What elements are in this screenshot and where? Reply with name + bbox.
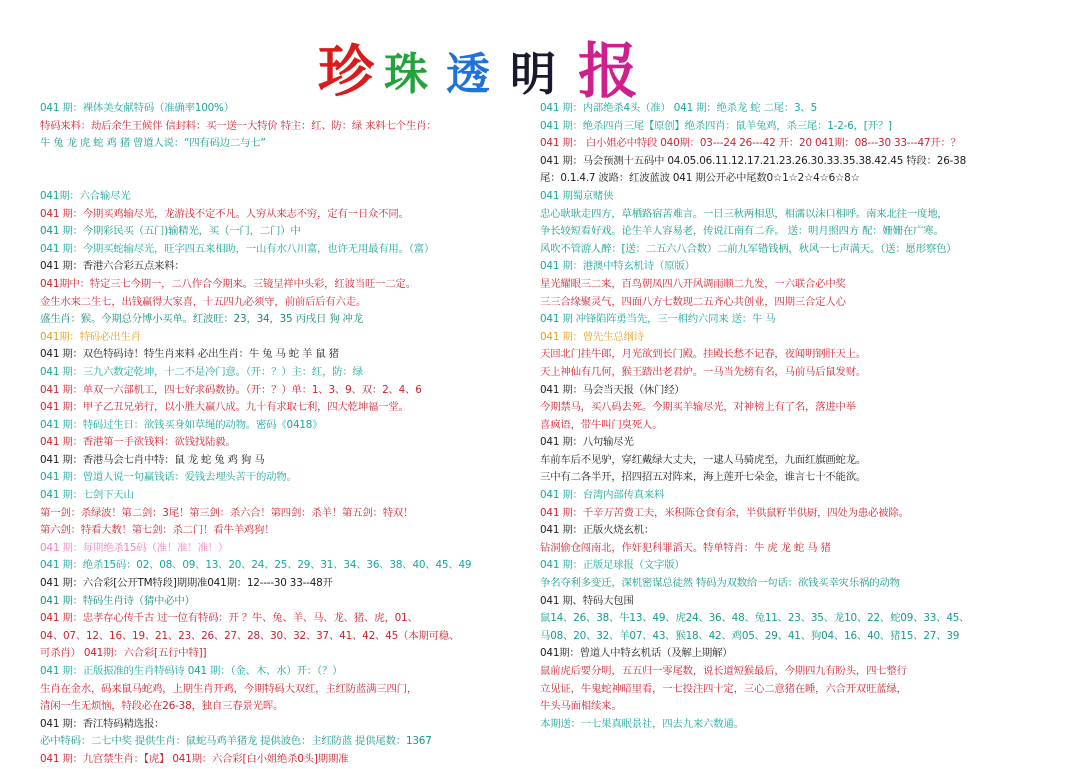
right-text-line: 三中有二各半开，招四招五对阵来，海上莲开七朵金，谁言七十不能欲。 (540, 471, 867, 484)
right-text-line: 忠心耿耿走四方，草栖路宿苦难言。一日三秋两相思，相濡以沫口相呼。南来北往一度地， (540, 207, 948, 220)
left-text-line: 可杀肖） 041期：六合彩[五行中特]] (40, 647, 207, 660)
left-text-line: 特码来料：劫后余生王候伴 信封料：买一送一大特价 特主：红、防：绿 来料七个生肖： (40, 119, 437, 132)
title-char-3: 透 (446, 49, 490, 100)
right-text-line: 041 期、特码大包围 (540, 594, 634, 607)
right-text-line: 争长较短看好戏。论生羊人容易老，传说江南有二乔。 送：明月照四方 配：姗姗在广寒。 (540, 225, 944, 238)
left-text-line: 第一剑：杀绿波！第二剑：3尾！第三剑：杀六合！第四剑：杀羊！第五剑：特双！ (40, 506, 414, 519)
left-text-line: 第六剑：特看大数！第七剑：杀二门！看牛羊鸡狗！ (40, 524, 275, 537)
left-text-line: 041 期：绝杀15码：02、08、09、13、20、24、25、29、31、34、36、38、40、45、49 (40, 559, 472, 572)
left-text-line: 041期：特码必出生肖 (40, 330, 141, 343)
left-text-line: 041 期：曾道人说一句赢钱话：爱钱去埋头苦干的动物。 (40, 471, 297, 484)
right-text-line: 041 期：曾先生总纲诗 (540, 330, 644, 343)
left-text-line: 041 期：九宫禁生肖：【虎】 041期：六合彩[白小姐绝杀0头]期期准 (40, 752, 349, 765)
right-text-line: 立见证，牛鬼蛇神暗里看，一七投注四十定，三心二意猪在睡，六合开双旺蓝绿， (540, 682, 907, 695)
left-text-line: 清闲一生无烦恼，特段必在26-38，独自三春景光晖。 (40, 700, 284, 713)
left-text-line: 生肖在金水，码来鼠马蛇鸡，上期生肖开鸡，今期特码大双红，主红防蓝满三四门， (40, 682, 418, 695)
right-text-line: 三三合缘聚灵气，四面八方七数现二五齐心共创业，四期三合定人心 (540, 295, 846, 308)
left-text-line: 041 期：六合彩[公开TM特段]期期准041期：12----30 33--48开 (40, 577, 333, 590)
title-char-2: 珠 (384, 49, 428, 100)
right-text-line: 本期送：一七果真眠景社，四去九来六数通。 (540, 717, 744, 730)
left-text-line: 041 期：今期彩民买（五门)输精光，买（一门，二门）中 (40, 225, 301, 238)
left-text-line: 041期：六合输尽光 (40, 189, 131, 202)
left-text-line: 金生水来二生七，出钱赢得大家喜，十五四九必须守，前前后后有六走。 (40, 295, 367, 308)
right-column (540, 100, 1060, 733)
left-text-line: 041 期：今期买鸡输尽光，龙游浅不定不凡。人穷从来志不穷，定有一日众不同。 (40, 207, 409, 220)
right-text-line: 041 期：八句输尽光 (540, 436, 634, 449)
right-text-line: 牛头马面相续来。 (540, 700, 622, 713)
right-text-line: 041 期：台湾内部传真来料 (540, 489, 665, 502)
left-column (40, 100, 530, 769)
left-text-line: 041 期：七剑下天山 (40, 489, 134, 502)
right-text-line: 今期禁马，买八码去死。今期买羊输尽光，对神榜上有了名，落进中举 (540, 401, 856, 414)
left-text-line: 盛生肖：猴。今期总分博小买单。红波旺：23，34，35 丙戌日 狗 冲龙 (40, 313, 363, 326)
right-text-line: 车前车后不见驴，穿红戴绿大丈夫，一逮人马骑虎至，九面红旗画蛇龙。 (540, 453, 867, 466)
left-text-line: 041 期：甲子乙丑兄弟行，以小胜大赢八成。九十有求取七利，四大乾坤福一堂。 (40, 401, 409, 414)
right-text-line: 041 期：内部绝杀4头（准） 041 期：绝杀龙 蛇 二尾：3、5 (540, 102, 818, 114)
left-text-line: 04、07、12、16、19、21、23、26、27、28、30、32、37、41、42、45（本期可稳、 (40, 629, 460, 642)
left-text-line: 041 期：香港第一手欲钱料：欲钱找陆毅。 (40, 436, 236, 449)
left-text-line: 041 期：正版振准的生肖特码诗 041 期：（金、木、水）开：（？） (40, 665, 343, 677)
page-title (0, 22, 1080, 107)
right-text-line: 041 期：港澳中特玄机诗（原版） (540, 260, 695, 273)
title-char-1: 珍 (318, 39, 374, 105)
right-text-line: 天回北门挂牛郎，月光欲到长门殿。挂殿长愁不记春，夜闻明钢肝天上。 (540, 348, 867, 361)
left-text-line: 041 期：香江特码精选报： (40, 717, 165, 730)
left-text-line: 041 期：特码生肖诗（猜中必中） (40, 594, 195, 607)
left-text-line: 041 期：香港马会七肖中特：鼠 龙 蛇 兔 鸡 狗 马 (40, 453, 265, 466)
right-text-line: 争名夺利多变迁，深机密谋总徒然 特码为双数给一句话：欲钱买幸灾乐祸的动物 (540, 577, 900, 590)
right-text-line: 041期：曾道人中特玄机话（及解上期解） (540, 647, 733, 660)
left-text-line: 041 期：单双一六部机工，四七好求码数协。（开：？）单：1、3、9、双：2、4、6 (40, 383, 422, 396)
right-text-line: 041 期：正版足球报（文字版） (540, 559, 685, 572)
right-text-line: 尾：0.1.4.7 波路：红波蓝波 041 期公开必中尾数0☆1☆2☆4☆6☆8☆ (540, 172, 860, 185)
left-text-line: 牛 兔 龙 虎 蛇 鸡 猪 曾道人说：“四有码边二与七” (40, 137, 266, 150)
right-text-line: 041 期：马会当天报（休门经） (540, 383, 685, 396)
right-text-line: 风吹不管游人醉：[送：二五六八合数）二前九军错钱柄，秋风一七声满天。（送：愿形察色） (540, 242, 957, 255)
left-text-line: 041 期：双色特码诗！特生肖来料 必出生肖：牛 兔 马 蛇 羊 鼠 猪 (40, 348, 339, 361)
right-text-line: 天上神仙有几何，猴王踏出老君炉。一马当先榜有名，马前马后鼠发财。 (540, 365, 867, 378)
right-text-line: 041 期蜀京赌侠 (540, 189, 614, 202)
left-text-line: 041 期：三九六数定乾坤，十二不是冷门意。（开：？）主：红，防：绿 (40, 365, 363, 378)
left-text-line: 041 期：每期绝杀15码（准！准！准！） (40, 541, 229, 554)
left-text-line: 必中特码：二七中奖 提供生肖：鼠蛇马鸡羊猪龙 提供波色：主红防蓝 提供尾数：1367 (40, 735, 432, 748)
left-text-line: 041 期：今期买蛇输尽光，旺字四五来相助，一山有水八川富，也许无用最有用。（富） (40, 242, 435, 255)
left-text-line: 041 期：香港六合彩五点来料： (40, 260, 185, 273)
right-text-line: 041 期：正版火烧玄机： (540, 524, 655, 537)
right-text-line: 星光耀眼三二来，百鸟朝凤四八开风调雨顺二九发，一六联合必中奖 (540, 277, 846, 290)
left-text-line: 041 期：忠孝存心传千古 过一位有特码：开 ？牛、兔、羊、马、龙、猪、虎，01、 (40, 612, 418, 625)
left-text-line: 041 期：特码过生日：欲钱买身如草绳的动物。密码《0418》 (40, 418, 323, 431)
right-text-line: 041 期：马会预测十五码中 04.05.06.11.12.17.21.23.26.30.33.35.38.42.45 特段：26-38 (540, 154, 966, 167)
title-char-4: 明 (510, 47, 556, 101)
right-text-line: 041 期：千辛万苦费工夫，米积陈仓食有余，半供鼠籽半供厨，四处为患必被除。 (540, 506, 909, 519)
right-text-line: 041 期：绝杀四肖三尾【原创】绝杀四肖：鼠羊兔鸡，杀三尾：1-2-6，[开？] (540, 119, 892, 132)
right-text-line: 041 期 冲锋陷阵勇当先，三一相约六同来 送：牛 马 (540, 313, 776, 326)
right-text-line: 喜疯语，带牛叫门臭死人。 (540, 418, 663, 431)
right-text-line: 鼠前虎后要分明，五五归一零尾数，说长道短猴最后，今期四九有盼头，四七整行 (540, 665, 907, 677)
right-text-line: 鼠14、26、38、牛13、49、虎24、36、48、兔11、23、35、龙10、22、蛇09、33、45、 (540, 612, 970, 625)
left-text-line (40, 153, 530, 171)
right-text-line: 钻洞偷仓闯南北，作奸犯科罪滔天。特单特肖：牛 虎 龙 蛇 马 猪 (540, 541, 831, 554)
left-text-line (40, 170, 530, 188)
right-text-line: 041 期： 白小姐必中特段 040期：03---24 26---42 开：20 041期：08---30 33---47开：？ (540, 137, 961, 150)
left-text-line: 041 期：裸体美女献特码（准确率100%） (40, 102, 234, 114)
title-char-5: 报 (578, 37, 638, 107)
right-text-line: 马08、20、32、羊07、43、猴18、42、鸡05、29、41、狗04、16、40、猪15、27、39 (540, 629, 960, 642)
left-text-line: 041期中：特定三七今期一，二八作合今期来。三镜呈祥中头彩，红波当旺一二定。 (40, 277, 416, 290)
